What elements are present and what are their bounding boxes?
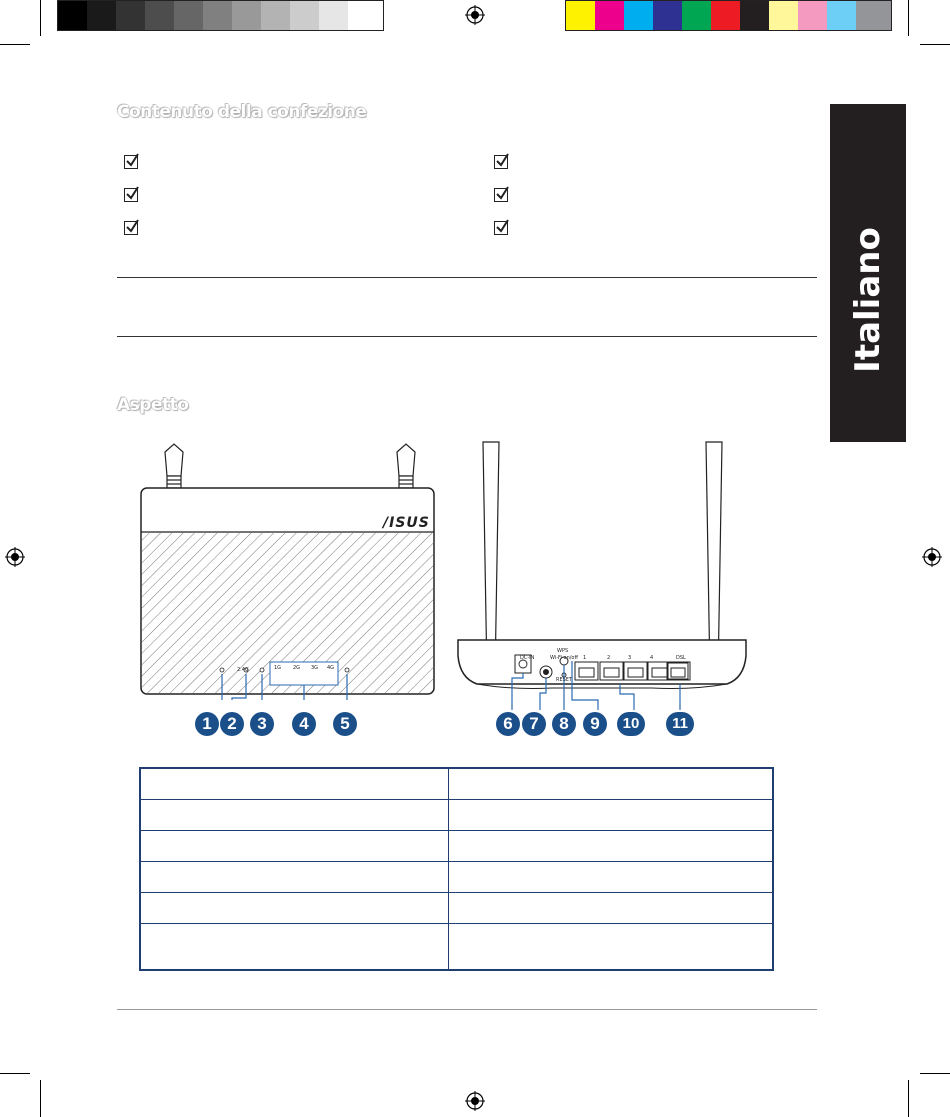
callout-badge: 3 [250,712,274,736]
color-swatch [711,1,740,30]
led-label: 2.4G [237,667,249,673]
table-cell [449,924,774,971]
port-label: DSL [676,655,686,661]
table-cell [449,800,774,831]
table-row [140,862,773,893]
trim-mark [908,0,909,36]
callout-badge: 4 [292,712,316,736]
antenna-right [397,444,415,488]
antenna-left [165,444,183,488]
registration-mark-icon [465,1091,485,1111]
color-swatch [566,1,595,30]
color-swatch [682,1,711,30]
color-swatch [856,1,891,30]
gray-swatch [174,1,203,30]
led-label: 1G [274,665,282,671]
callout-badge: 2 [220,712,244,736]
port-label: Wi-Fi on/off [550,655,578,661]
checkbox-icon [124,221,138,235]
callout-badge: 11 [666,712,694,736]
registration-mark-icon [922,547,942,567]
gray-swatch [116,1,145,30]
gray-swatch [58,1,87,30]
led-label: 4G [327,665,335,671]
trim-mark [0,1073,30,1074]
footer-rule [117,1009,817,1010]
callout-badge: 1 [195,712,219,736]
table-row [140,768,773,800]
callout-badge: 7 [522,712,546,736]
callout-badge: 9 [583,712,607,736]
checkbox-icon [494,155,508,169]
table-row [140,831,773,862]
color-swatch [769,1,798,30]
table-cell [449,831,774,862]
trim-mark [0,44,30,45]
table-cell [140,768,449,800]
gray-swatch [319,1,348,30]
brand-logo: /ISUS [383,515,430,531]
trim-mark [40,1080,41,1117]
color-swatch [740,1,769,30]
table-cell [140,893,449,924]
color-swatch [624,1,653,30]
color-swatch [798,1,827,30]
checkbox-icon [124,155,138,169]
led-label: 2G [293,665,301,671]
table-row [140,800,773,831]
registration-mark-icon [5,547,25,567]
gray-swatch [87,1,116,30]
gray-swatch [261,1,290,30]
gray-swatch [290,1,319,30]
trim-mark [920,44,950,45]
language-tab-label: Italiano [848,227,888,373]
table-row [140,893,773,924]
port-label: 4 [650,655,654,661]
checkbox-icon [124,188,138,202]
color-swatch [595,1,624,30]
gray-swatch [203,1,232,30]
table-cell [140,924,449,971]
table-row [140,924,773,971]
router-back-illustration [452,438,752,713]
callout-badge: 10 [617,712,645,736]
port-label: WPS [557,648,569,654]
trim-mark [40,0,41,36]
gray-swatch [232,1,261,30]
color-swatch [653,1,682,30]
package-contents-title: Contenuto della confezione [117,102,367,122]
parts-table [139,767,774,971]
gray-swatch [348,1,383,30]
table-cell [449,862,774,893]
table-cell [449,768,774,800]
table-cell [140,862,449,893]
table-cell [140,800,449,831]
color-swatch [827,1,856,30]
note-bottom-rule [117,336,817,337]
callout-badge: 6 [496,712,520,736]
router-front-illustration [140,440,440,700]
table-cell [449,893,774,924]
table-cell [140,831,449,862]
trim-mark [908,1080,909,1117]
note-top-rule [117,277,817,278]
appearance-title: Aspetto [117,395,189,415]
led-label: 3G [311,665,319,671]
callout-badge: 8 [552,712,576,736]
port-label: DC-IN [520,655,535,661]
checkbox-icon [494,221,508,235]
gray-swatch [145,1,174,30]
port-label: 3 [628,655,632,661]
registration-mark-icon [465,5,485,25]
trim-mark [920,1073,950,1074]
port-label: RESET [556,677,573,683]
port-label: 1 [583,655,587,661]
checkbox-icon [494,188,508,202]
port-label: 2 [607,655,611,661]
callout-badge: 5 [333,712,357,736]
